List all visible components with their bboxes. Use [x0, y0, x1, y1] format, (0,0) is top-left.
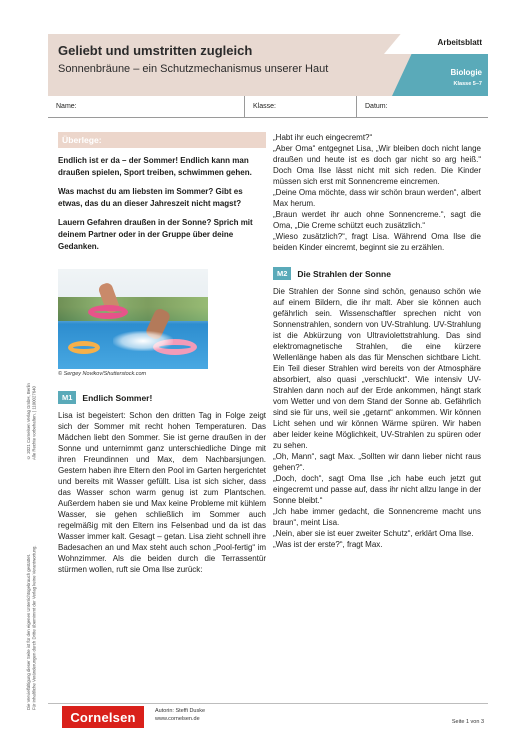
dialogue-line: „Aber Oma“ entgegnet Lisa, „Wir bleiben doch nicht lange draußen und heute ist es doch gar nicht so arg heiß.“ Doch Oma Ilse lässt nicht mit sich reden. Die Kinder müssen sich erst mit Sonnencreme eincremen.	[273, 144, 481, 186]
m2-badge: M2	[273, 267, 291, 280]
photo-float-ring-1	[88, 305, 128, 319]
left-column	[58, 132, 266, 575]
right-column	[273, 132, 481, 550]
cornelsen-logo: Cornelsen	[62, 706, 144, 728]
date-label: Datum:	[365, 103, 388, 110]
pool-photo	[58, 269, 208, 369]
copyright-line-2: Alle Rechte vorbehalten. | 1100027640	[31, 386, 37, 460]
dialogue-line: „Ich habe immer gedacht, die Sonnencreme macht uns braun“, meint Lisa.	[273, 507, 481, 527]
name-label: Name:	[56, 103, 77, 110]
permission-note	[26, 500, 37, 710]
question-2: Was machst du am liebsten im Sommer? Gibt es etwas, das du an dieser Jahreszeit nicht magst?	[58, 187, 243, 208]
m1-text: Lisa ist begeistert: Schon den dritten Tag in Folge zeigt sich der Sommer mit recht hohen Temperaturen. Das Mädchen liebt den Sommer. Sie ist gerne draußen in der Sonne und unternimmt ganz unterschiedliche Dinge mit ihren Freundinnen und Max, dem Nachbarsjungen. Gestern haben ihre Eltern den Pool im Garten hergerichtet und bereits mit Wasser gefüllt. Lisa ist sich sicher, dass das Wasser schon warm genug ist zum Plantschen. Außerdem haben sie und Max keine Probleme mit kühlem Wasser, sie gehen schließlich im Sommer auch regelmäßig mit den Eltern ins Felsenbad und da ist das Wasser immer kalt. Gesagt – getan. Lisa zieht schnell ihre Badesachen an und Max steht auch schon „Pool-fertig“ im Wohnzimmer. Als die beiden durch die Terrassentür stürmen wollen, ruft sie Oma Ilse zurück:	[58, 411, 266, 574]
page-subtitle: Sonnenbräune – ein Schutzmechanismus unserer Haut	[58, 63, 329, 75]
dialogue-line: „Was ist der erste?“, fragt Max.	[273, 540, 383, 549]
footer-divider	[48, 703, 488, 704]
m1-badge: M1	[58, 391, 76, 404]
photo-trees	[58, 297, 208, 321]
m2-title: Die Strahlen der Sonne	[297, 268, 391, 279]
question-1: Endlich ist er da – der Sommer! Endlich kann man draußen spielen, Sport treiben, schwimmen gehen.	[58, 156, 252, 177]
m1-title: Endlich Sommer!	[82, 392, 153, 403]
dialogue-line: „Habt ihr euch eingecremt?“	[273, 133, 373, 142]
dialogue-line: „Nein, aber sie ist euer zweiter Schutz“, erklärt Oma Ilse.	[273, 529, 474, 538]
m2-heading	[273, 267, 481, 280]
dialogue-line: „Oh, Mann“, sagt Max. „Sollten wir dann lieber nicht raus gehen?“.	[273, 452, 481, 472]
subject-label: Biologie	[450, 68, 482, 77]
permission-line-2: Für inhaltliche Veränderungen durch Dritte übernimmt der Verlag keine Verantwortung.	[31, 545, 37, 710]
date-field[interactable]	[356, 96, 488, 117]
class-field[interactable]	[244, 96, 356, 117]
m1-heading	[58, 391, 266, 404]
sheet-type-label: Arbeitsblatt	[437, 38, 482, 47]
copyright-line-1: © 2021 Cornelsen Verlag GmbH, Berlin	[26, 383, 31, 460]
class-label: Klasse:	[253, 103, 276, 110]
photo-credit: © Sergey Novikov/Shutterstock.com	[58, 371, 147, 377]
permission-line-1: Die Vervielfältigung dieser Seite ist für den eigenen Unterrichtsgebrauch gestattet.	[26, 554, 31, 710]
dialogue-line: „Braun werdet ihr auch ohne Sonnencreme.“, sagt die Oma, „Die Creme schützt euch zusätzlich.“	[273, 210, 481, 230]
dialogue-line: „Wieso zusätzlich?“, fragt Lisa. Während Oma Ilse die beiden Kinder eincremt, beginnt sie zu erzählen.	[273, 232, 481, 252]
student-info-bar	[48, 96, 488, 118]
dialogue-line: „Deine Oma möchte, dass wir schön braun werden“, albert Max herum.	[273, 188, 481, 208]
m2-text: Die Strahlen der Sonne sind schön, genauso schön wie auf einem Bildern, die ihr malt. Aber sie können auch gefährlich sein. Wissenschaftler sprechen nicht von Sonnenstrahlen, sondern von UV-Strahlung. UV-Strahlung ist die Abkürzung von Ultraviolettstrahlung. Das sind elektromagnetische Strahlen, die eine kürzere Wellenlänge haben als das für Menschen sichtbare Licht. Ein Teil dieser Strahlen wird bereits von der Atmosphäre absorbiert, also quasi „verschluckt“. Wie intensiv UV-Strahlen dann noch auf der Erde ankommen, hängt stark vom Wetter und von dem Stand der Sonne ab. Gefährlich sind sie für uns, weil sie „getarnt“ ankommen. Wir können Licht sehen und wir können Wärme spüren. Wir haben aber leider keine Möglichkeit, UV-Strahlen zu spüren oder zu sehen.	[273, 287, 481, 450]
worksheet-header	[48, 34, 488, 96]
grade-label: Klasse 5–7	[453, 81, 482, 87]
question-3: Lauern Gefahren draußen in der Sonne? Sprich mit deinem Partner oder in der Gruppe über deine Gedanken.	[58, 218, 253, 251]
page-title: Geliebt und umstritten zugleich	[58, 43, 253, 58]
dialogue-line: „Doch, doch“, sagt Oma Ilse „ich habe euch jetzt gut eingecremt und passe auf, dass ihr nicht allzu lange in der Sonne bleibt.“	[273, 474, 481, 505]
photo-splash	[113, 331, 173, 351]
author-credit: Autorin: Steffi Duske	[155, 708, 206, 714]
name-field[interactable]	[48, 96, 244, 117]
page-number: Seite 1 von 3	[451, 719, 484, 725]
copyright-note	[26, 330, 37, 460]
ueberlege-heading: Überlege:	[58, 132, 266, 148]
photo-float-ring-3	[68, 341, 100, 354]
publisher-url[interactable]: www.cornelsen.de	[155, 716, 200, 722]
